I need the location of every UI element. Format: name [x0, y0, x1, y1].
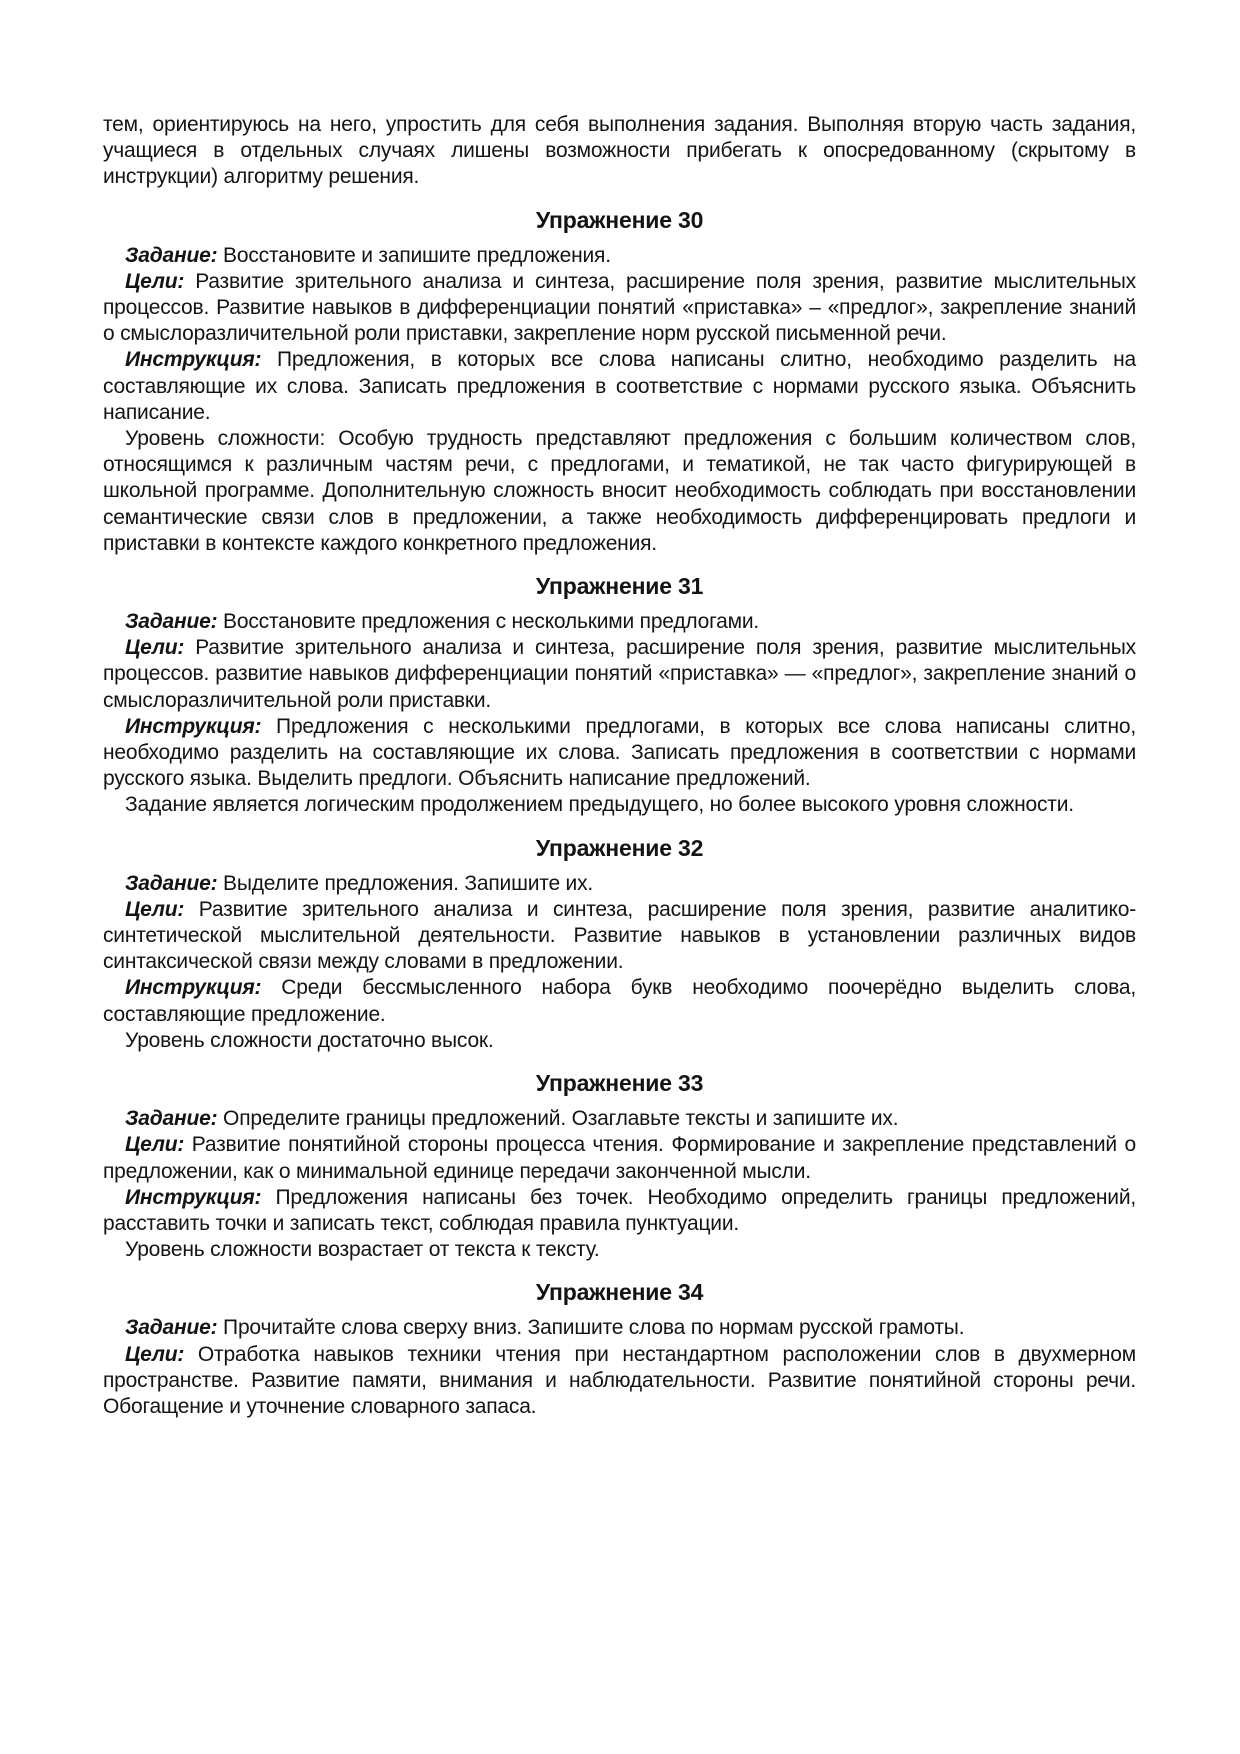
- task-paragraph: [103, 1315, 1136, 1341]
- goals-text: Развитие зрительного анализа и синтеза, расширение поля зрения, развитие аналитико-синтетической мыслительной деятельности. Развитие навыков в установлении различных видов синтаксической связи между словами в предложении.: [103, 897, 1136, 974]
- goals-label: Цели:: [125, 1342, 185, 1366]
- goals-label: Цели:: [125, 269, 185, 293]
- task-paragraph: [103, 1106, 1136, 1132]
- exercise-33: [103, 1070, 1136, 1263]
- task-text: Выделите предложения. Запишите их.: [217, 871, 594, 895]
- task-paragraph: [103, 243, 1136, 269]
- exercise-title: Упражнение 32: [535, 834, 704, 861]
- task-text: Прочитайте слова сверху вниз. Запишите слова по нормам русской грамоты.: [217, 1316, 965, 1340]
- task-label: Задание:: [125, 610, 218, 634]
- task-paragraph: [103, 871, 1136, 897]
- instruction-paragraph: [103, 347, 1136, 426]
- goals-paragraph: [103, 897, 1136, 976]
- exercise-title: Упражнение 34: [535, 1279, 704, 1306]
- instruction-label: Инструкция:: [125, 1185, 262, 1209]
- exercise-32: [103, 835, 1136, 1054]
- instruction-paragraph: [103, 975, 1136, 1027]
- document-page: [103, 112, 1136, 1420]
- instruction-text: Предложения с несколькими предлогами, в которых все слова написаны слитно, необходимо разделить на составляющие их слова. Записать предложения в соответствии с нормами русского языка. Выделить предлоги. Объяснить написание предложений.: [103, 714, 1136, 791]
- task-text: Восстановите и запишите предложения.: [217, 243, 611, 267]
- instruction-label: Инструкция:: [125, 714, 262, 738]
- exercise-34: [103, 1279, 1136, 1420]
- goals-label: Цели:: [125, 636, 185, 660]
- goals-paragraph: [103, 269, 1136, 348]
- intro-paragraph: тем, ориентируюсь на него, упростить для себя выполнения задания. Выполняя вторую часть задания, учащиеся в отдельных случаях лишены возможности прибегать к опосредованному (скрытому в инструкции) алгоритму решения.: [103, 113, 1136, 189]
- task-label: Задание:: [125, 1107, 218, 1131]
- instruction-text: Предложения, в которых все слова написаны слитно, необходимо разделить на составляющие их слова. Записать предложения в соответствие с нормами русского языка. Объяснить написание.: [103, 348, 1136, 424]
- goals-text: Развитие зрительного анализа и синтеза, расширение поля зрения, развитие мыслительных процессов. Развитие навыков в дифференциации понятий «приставка» – «предлог», закрепление знаний о смыслоразличительной роли приставки, закрепление норм русской письменной речи.: [103, 269, 1136, 346]
- goals-paragraph: [103, 635, 1136, 714]
- task-paragraph: [103, 609, 1136, 635]
- task-text: Определите границы предложений. Озаглавьте тексты и запишите их.: [217, 1107, 899, 1131]
- task-text: Восстановите предложения с несколькими предлогами.: [217, 610, 760, 634]
- goals-label: Цели:: [125, 1133, 185, 1157]
- exercise-31: [103, 573, 1136, 819]
- instruction-label: Инструкция:: [125, 976, 262, 1000]
- goals-text: Отработка навыков техники чтения при нестандартном расположении слов в двухмерном пространстве. Развитие памяти, внимания и наблюдательности. Развитие понятийной стороны речи. Обогащение и уточнение словарного запаса.: [103, 1342, 1136, 1418]
- instruction-paragraph: [103, 714, 1136, 793]
- note-paragraph: Задание является логическим продолжением предыдущего, но более высокого уровня сложности.: [125, 793, 1074, 817]
- instruction-text: Предложения написаны без точек. Необходимо определить границы предложений, расставить точки и записать текст, соблюдая правила пунктуации.: [103, 1185, 1136, 1235]
- instruction-label: Инструкция:: [125, 348, 262, 372]
- exercise-title: Упражнение 30: [535, 206, 704, 233]
- exercise-title: Упражнение 33: [535, 1070, 704, 1097]
- note-paragraph: Уровень сложности достаточно высок.: [125, 1028, 494, 1052]
- exercise-30: [103, 207, 1136, 557]
- goals-paragraph: [103, 1342, 1136, 1421]
- goals-text: Развитие зрительного анализа и синтеза, расширение поля зрения, развитие мыслительных процессов. развитие навыков дифференциации понятий «приставка» — «предлог», закрепление знаний о смыслоразличительной роли приставки.: [103, 636, 1136, 712]
- task-label: Задание:: [125, 1316, 218, 1340]
- goals-paragraph: [103, 1132, 1136, 1184]
- instruction-paragraph: [103, 1185, 1136, 1237]
- goals-text: Развитие понятийной стороны процесса чтения. Формирование и закрепление представлений о предложении, как о минимальной единице передачи законченной мысли.: [103, 1133, 1136, 1183]
- note-paragraph: Уровень сложности: Особую трудность представляют предложения с большим количеством слов, относящимся к различным частям речи, с предлогами, и тематикой, не так часто фигурирующей в школьной программе. Дополнительную сложность вносит необходимость соблюдать при восстановлении семантические связи слов в предложении, а также необходимость дифференцировать предлоги и приставки в контексте каждого конкретного предложения.: [103, 427, 1136, 555]
- instruction-text: Среди бессмысленного набора букв необходимо поочерёдно выделить слова, составляющие предложение.: [103, 976, 1136, 1026]
- goals-label: Цели:: [125, 897, 185, 921]
- note-paragraph: Уровень сложности возрастает от текста к тексту.: [125, 1238, 600, 1262]
- exercise-title: Упражнение 31: [535, 573, 704, 600]
- task-label: Задание:: [125, 243, 218, 267]
- task-label: Задание:: [125, 871, 218, 895]
